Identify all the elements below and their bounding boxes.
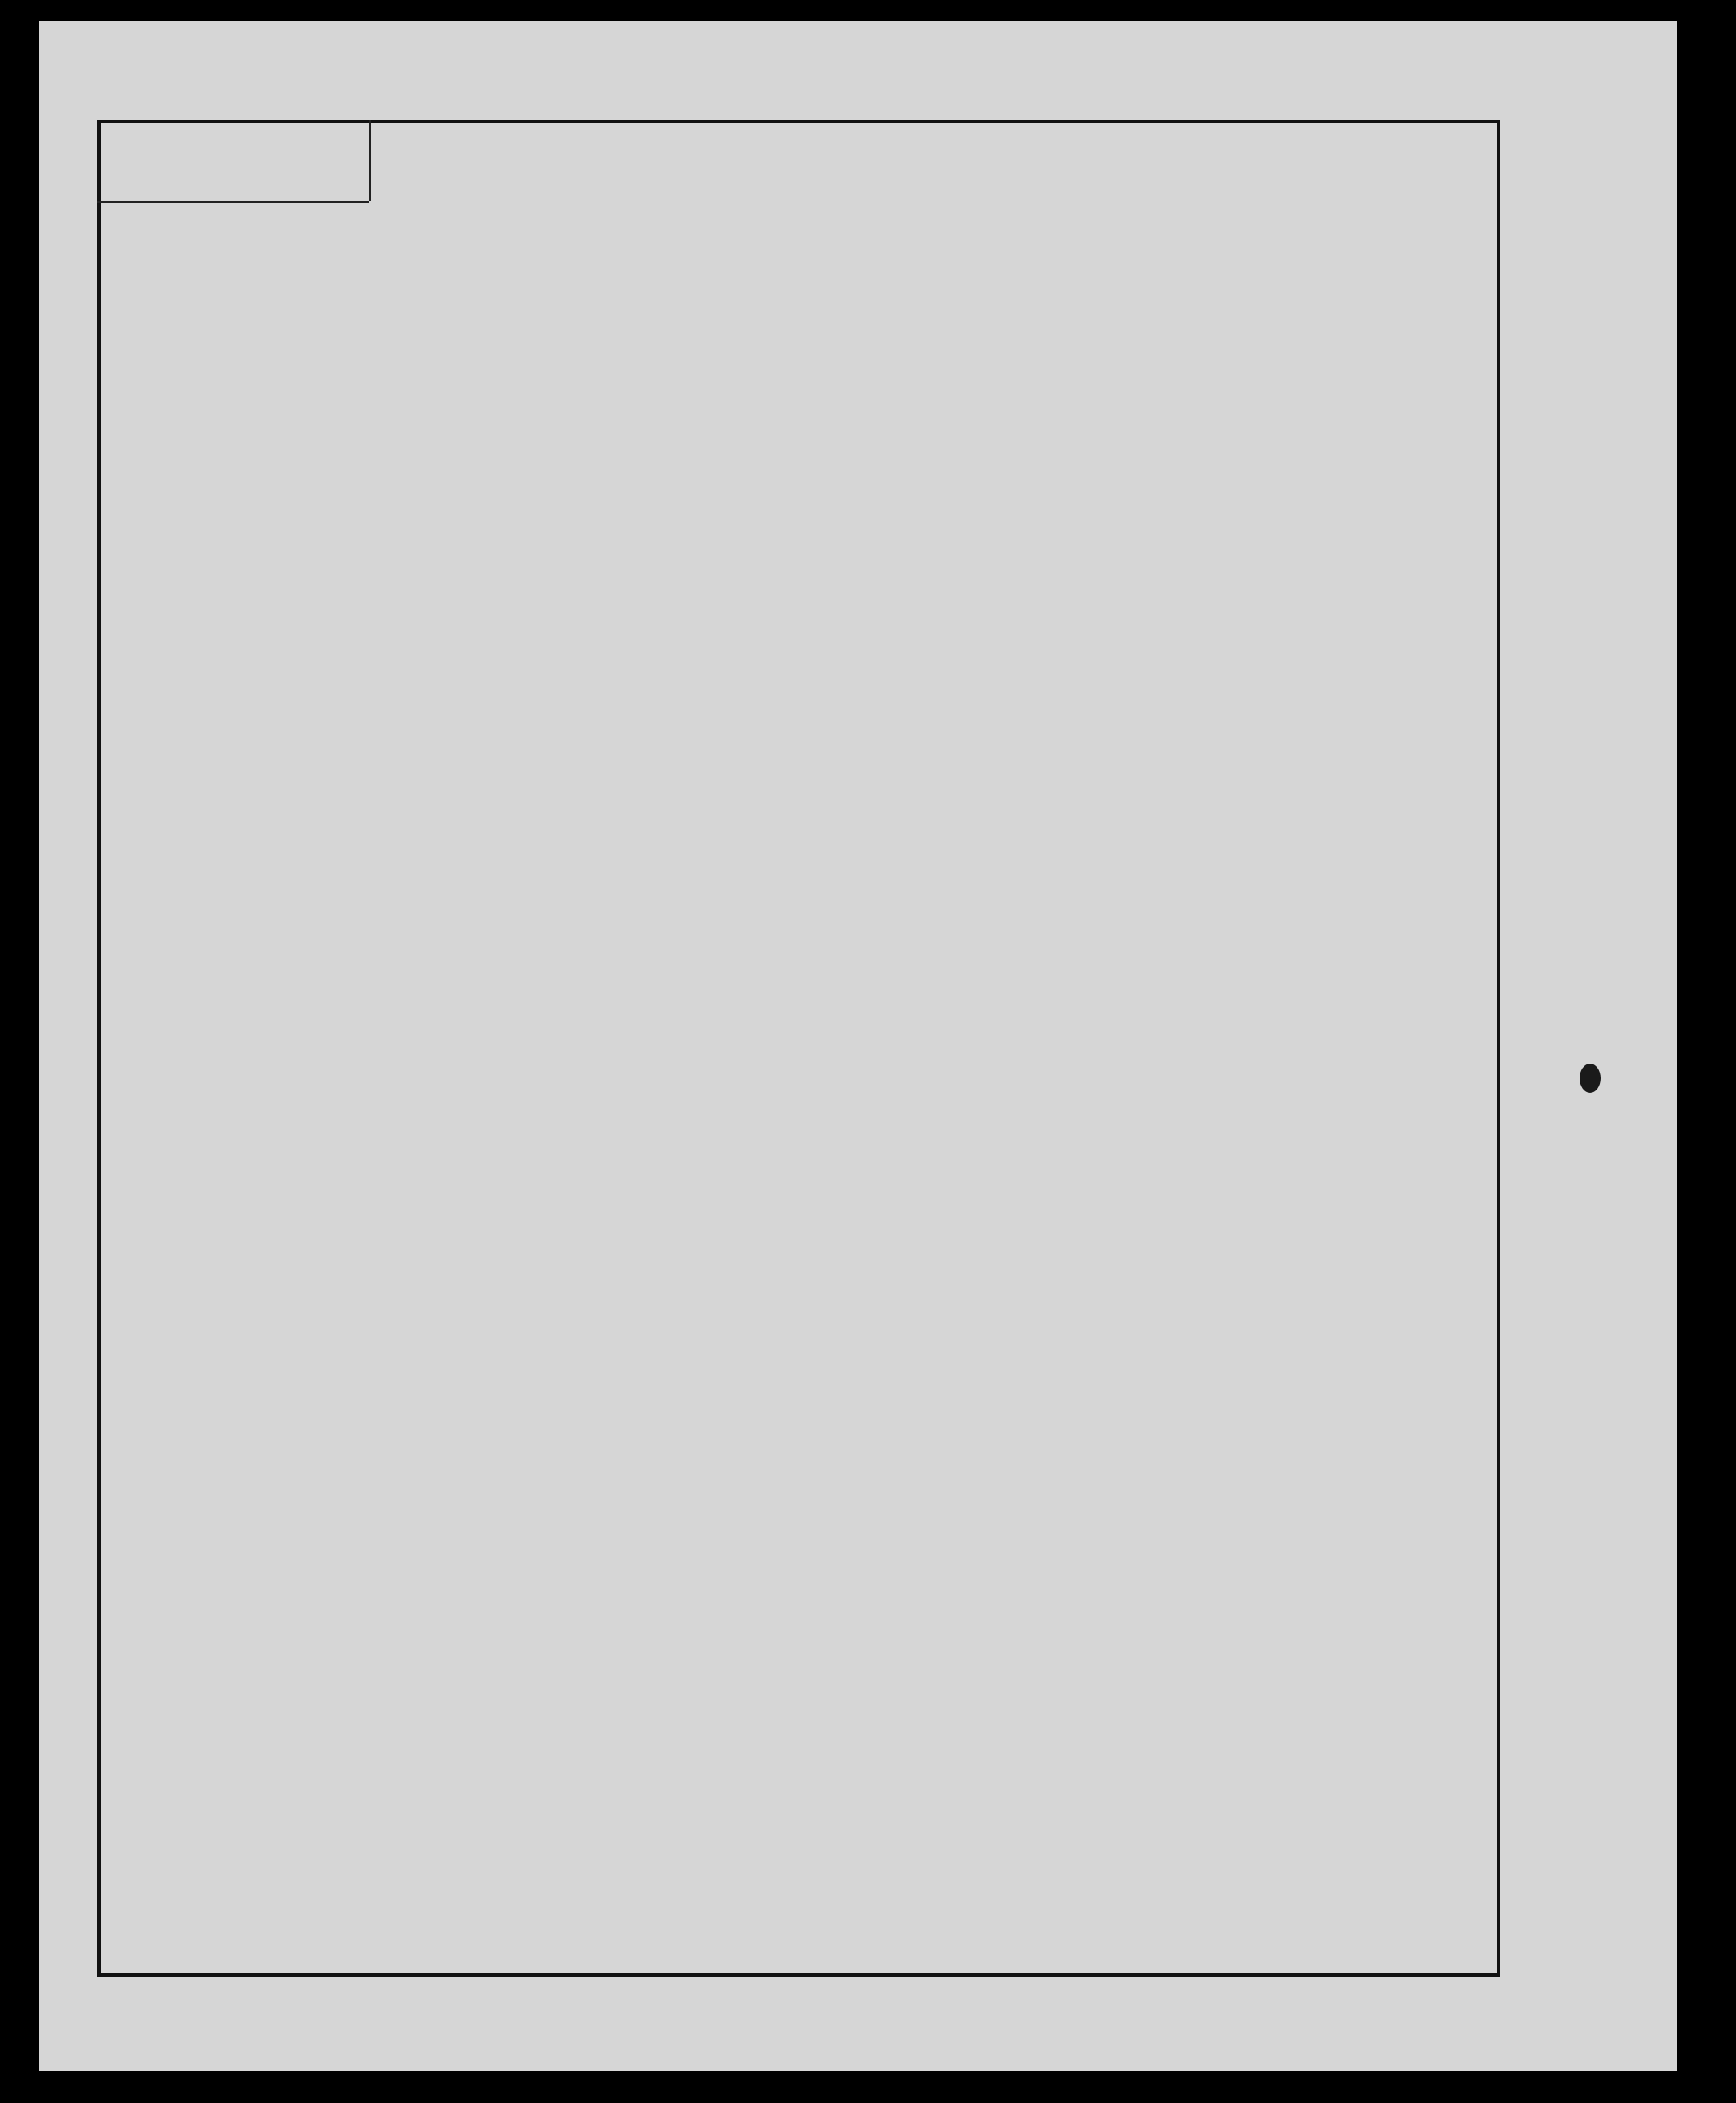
divider	[369, 120, 371, 201]
form-frame	[97, 120, 1500, 1977]
punch-hole	[1580, 1064, 1601, 1093]
divider	[97, 201, 369, 203]
